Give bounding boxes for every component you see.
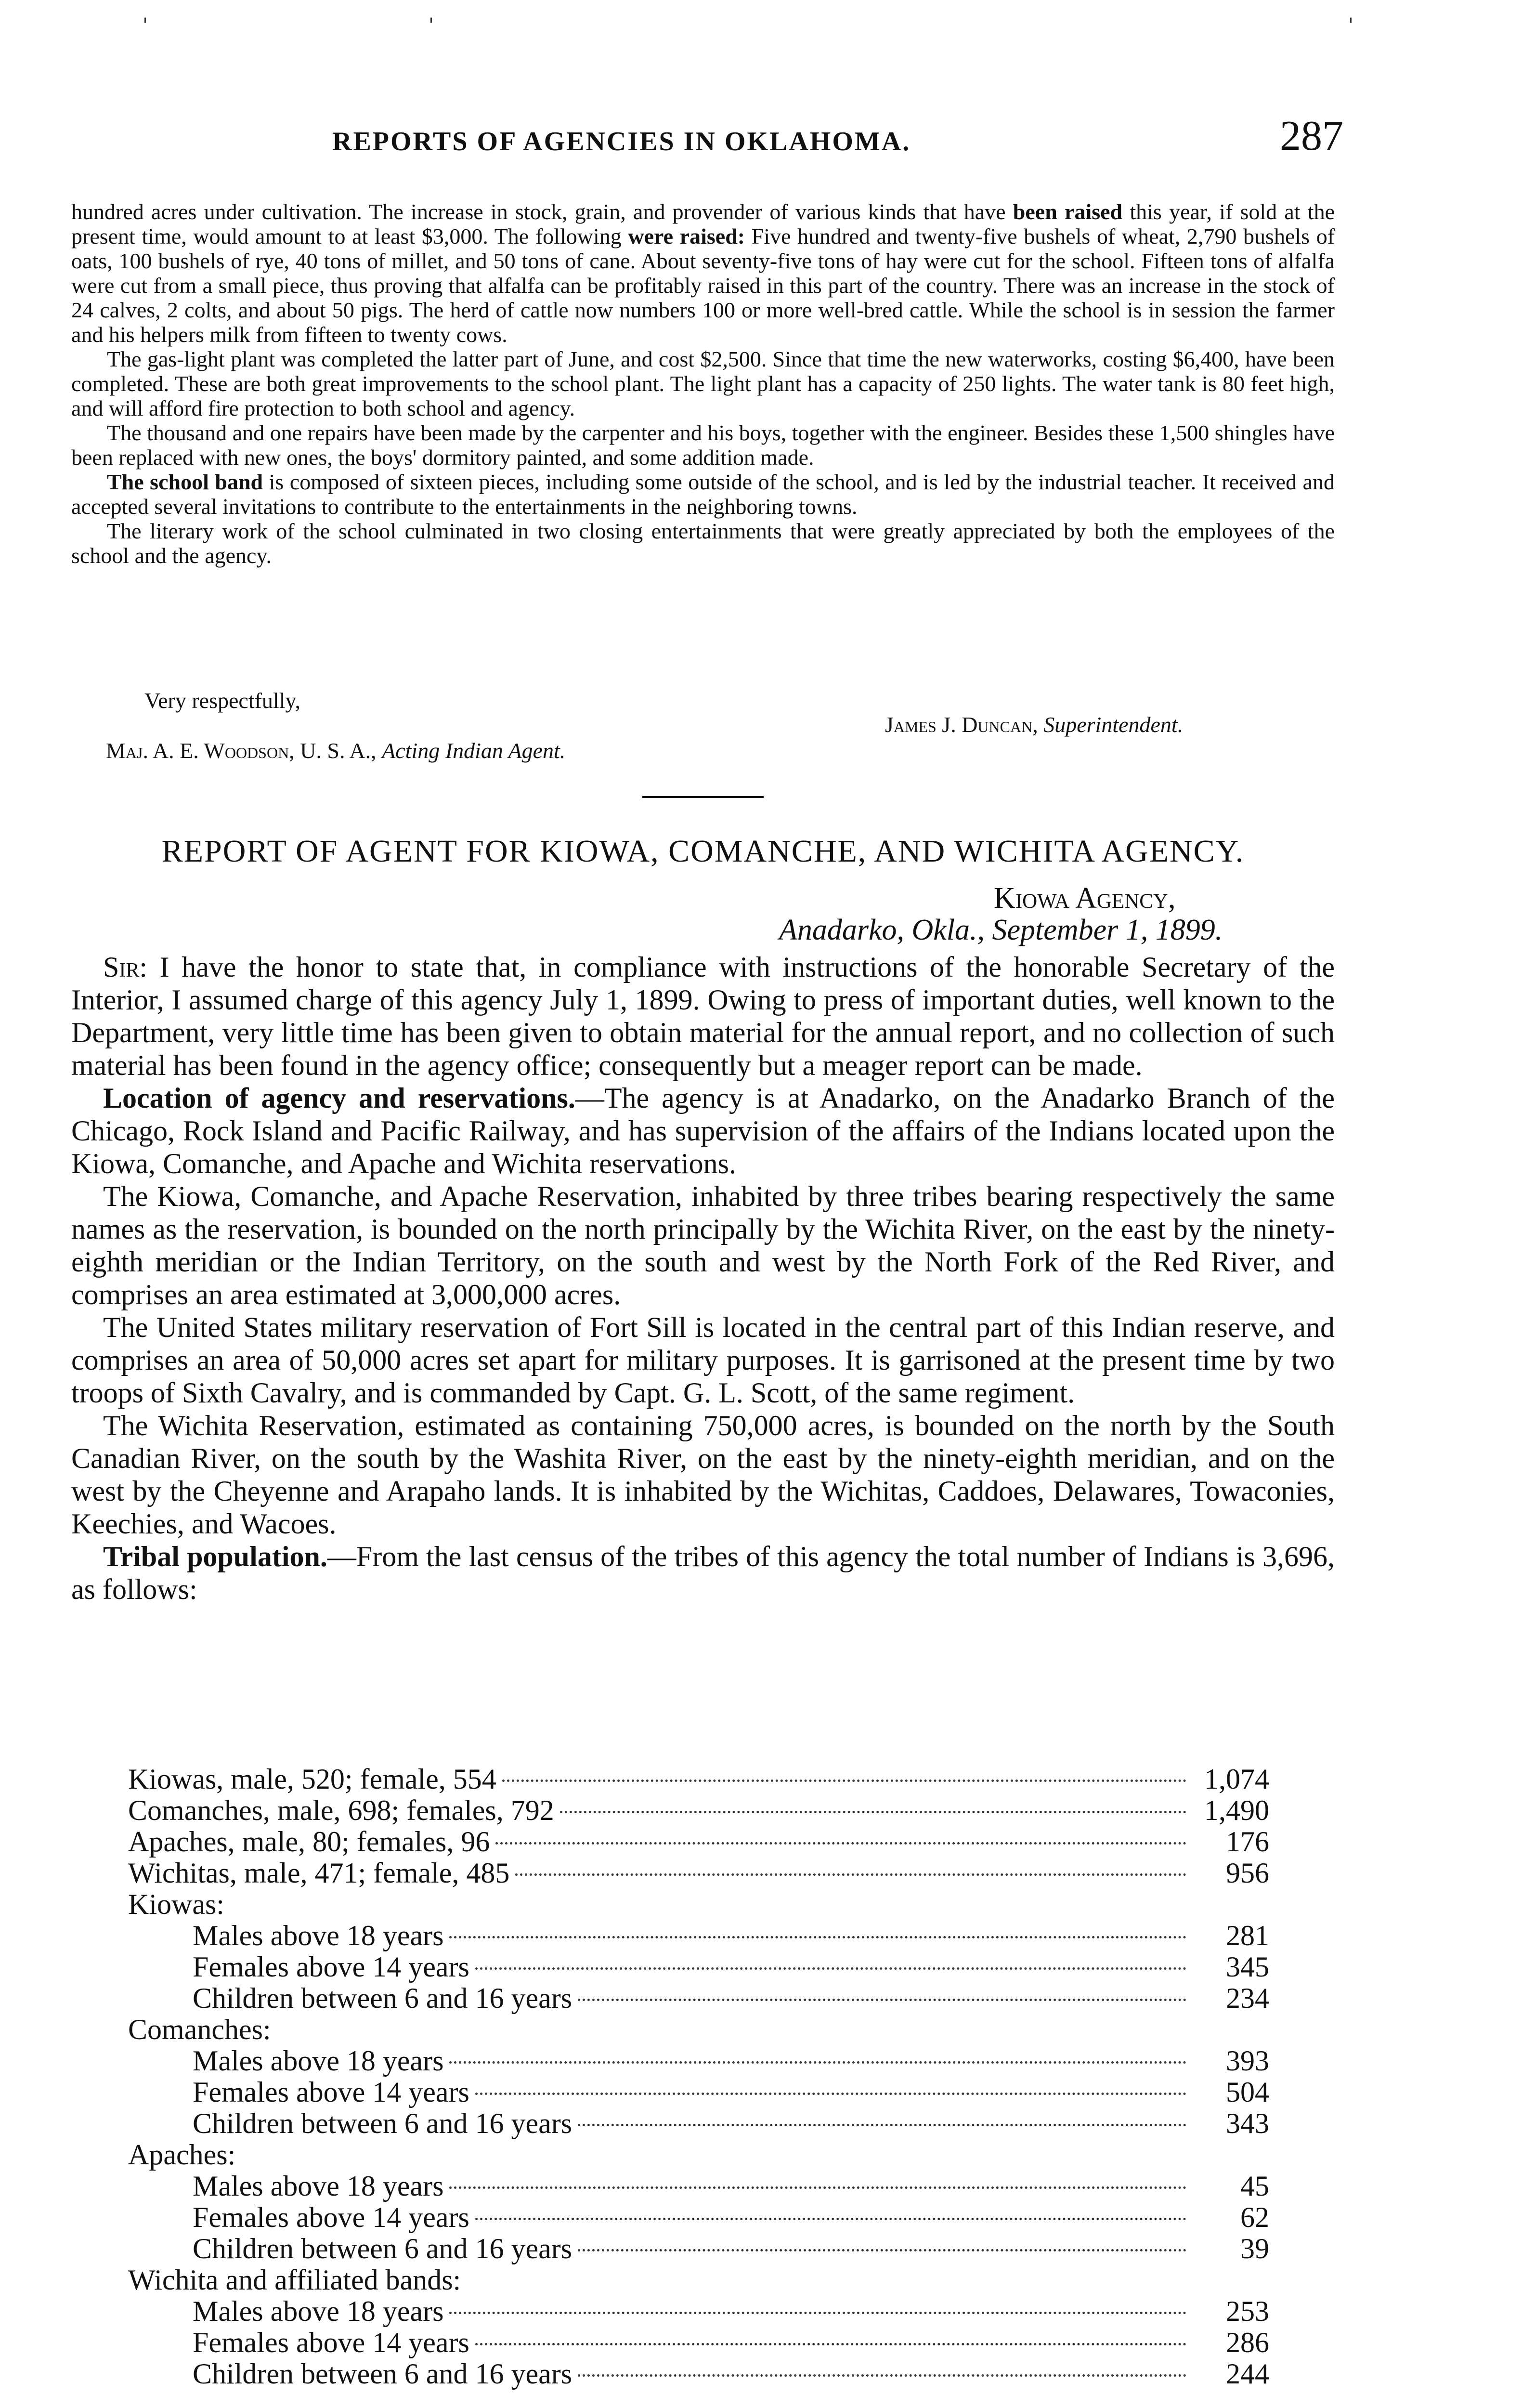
paragraph-text: The Kiowa, Comanche, and Apache Reservation, inhabited by three tribes bearing respectively the same names as the reservation, is bounded on the north principally by the Wichita River, on the east by the ninety-eighth meridian or the Indian Territory, on the south and west by the North Fork of the Red River, and comprises an area estimated at 3,000,000 acres.	[71, 1180, 1335, 1310]
dot-leader	[578, 2249, 1186, 2251]
paragraph	[71, 1180, 1335, 1311]
dateline-agency: Kiowa Agency,	[994, 882, 1176, 915]
population-row	[128, 2295, 1269, 2326]
dateline-place-text: Anadarko, Okla., September 1, 1899.	[779, 914, 1223, 946]
population-table	[128, 1763, 1269, 2389]
population-row	[128, 1982, 1269, 2013]
population-count: 345	[1226, 1951, 1269, 1983]
population-count: 253	[1226, 2295, 1269, 2327]
population-label: Females above 14 years	[193, 2201, 469, 2233]
population-label: Wichita and affiliated bands:	[128, 2264, 461, 2296]
dot-leader	[449, 1936, 1186, 1938]
population-label: Females above 14 years	[193, 2327, 469, 2358]
population-label: Kiowas:	[128, 1888, 224, 1920]
paragraph-text: The United States military reservation of Fort Sill is located in the central part of this Indian reserve, and comprises an area of 50,000 acres set apart for military purposes. It is garrisoned at the present time by two troops of Sixth Cavalry, and is commanded by Capt. G. L. Scott, of the same regiment.	[71, 1311, 1335, 1409]
dot-leader	[475, 2218, 1186, 2220]
dot-leader	[449, 2186, 1186, 2189]
population-count: 176	[1226, 1826, 1269, 1858]
paragraph-text: —The agency is at Anadarko, on the Anadarko Branch of the Chicago, Rock Island and Pacific Railway, and has supervision of the affairs of the Indians located upon the Kiowa, Comanche, and Apache and Wichita reservations.	[71, 1082, 1335, 1179]
population-label: Children between 6 and 16 years	[193, 2233, 572, 2264]
population-row	[128, 2170, 1269, 2201]
population-count: 956	[1226, 1857, 1269, 1889]
paragraph-text: The thousand and one repairs have been made by the carpenter and his boys, together with the engineer. Besides these 1,500 shingles have been replaced with new ones, the boys' dormitory painted, and some addition made.	[71, 420, 1335, 470]
population-label: Comanches:	[128, 2014, 271, 2045]
population-row	[128, 1825, 1269, 1857]
population-row	[128, 2013, 1269, 2044]
addressee-name: Maj. A. E. Woodson,	[106, 738, 295, 763]
paragraph	[71, 470, 1335, 519]
paragraph-lead: The school band	[107, 470, 263, 494]
population-count: 1,074	[1204, 1763, 1269, 1795]
running-title: REPORTS OF AGENCIES IN OKLAHOMA.	[332, 127, 911, 157]
population-label: Wichitas, male, 471; female, 485	[128, 1857, 510, 1889]
signature-title: Superintendent.	[1043, 712, 1184, 737]
dot-leader	[560, 1811, 1186, 1813]
school-report-body	[71, 199, 1335, 568]
population-label: Children between 6 and 16 years	[193, 2358, 572, 2390]
population-label: Apaches:	[128, 2139, 236, 2171]
population-label: Children between 6 and 16 years	[193, 2107, 572, 2139]
dot-leader	[515, 1873, 1186, 1876]
dot-leader	[475, 2343, 1186, 2345]
section-heading: REPORT OF AGENT FOR KIOWA, COMANCHE, AND WICHITA AGENCY.	[161, 834, 1245, 869]
paragraph-lead: Location of agency and reservations.	[103, 1082, 575, 1114]
addressee	[106, 738, 565, 763]
population-row	[128, 2264, 1269, 2295]
paragraph-text: this year, if sold at the present time, would amount to at least $3,000. The following	[71, 199, 1335, 249]
stray-mark: '	[429, 14, 434, 37]
population-count: 244	[1226, 2358, 1269, 2390]
population-label: Males above 18 years	[193, 2170, 444, 2202]
agent-report-body	[71, 951, 1335, 1606]
population-row	[128, 1794, 1269, 1825]
dot-leader	[578, 1999, 1186, 2001]
stray-mark: '	[1348, 14, 1353, 37]
population-count: 343	[1226, 2107, 1269, 2139]
page-number: 287	[1280, 113, 1343, 159]
population-label: Males above 18 years	[193, 2295, 444, 2327]
paragraph	[71, 199, 1335, 347]
population-row	[128, 2232, 1269, 2264]
population-row	[128, 2357, 1269, 2389]
running-header	[96, 112, 1343, 165]
dot-leader	[495, 1842, 1186, 1845]
paragraph-text: The gas-light plant was completed the latter part of June, and cost $2,500. Since that time the new waterworks, costing $6,400, have been completed. These are both great improvements to the school plant. The light plant has a capacity of 250 lights. The water tank is 80 feet high, and will afford fire protection to both school and agency.	[71, 347, 1335, 420]
stray-mark: '	[143, 14, 148, 37]
population-label: Females above 14 years	[193, 1951, 469, 1983]
population-row	[128, 2326, 1269, 2357]
population-label: Males above 18 years	[193, 1920, 444, 1951]
dateline-place	[779, 913, 1223, 947]
population-count: 39	[1240, 2233, 1269, 2264]
paragraph	[71, 1311, 1335, 1409]
paragraph-text: is composed of sixteen pieces, including some outside of the school, and is led by the industrial teacher. It received and accepted several invitations to contribute to the entertainments in the neighboring towns.	[71, 470, 1335, 519]
population-count: 286	[1226, 2327, 1269, 2358]
population-row	[128, 1857, 1269, 1888]
dot-leader	[578, 2124, 1186, 2126]
dot-leader	[475, 2093, 1186, 2095]
population-label: Comanches, male, 698; females, 792	[128, 1794, 554, 1826]
paragraph	[71, 951, 1335, 1082]
paragraph-lead: Tribal population.	[103, 1541, 327, 1572]
population-row	[128, 1763, 1269, 1794]
paragraph	[71, 1082, 1335, 1180]
population-row	[128, 1919, 1269, 1950]
paragraph-text: The Wichita Reservation, estimated as containing 750,000 acres, is bounded on the north by the South Canadian River, on the south by the Washita River, on the east by the ninety-eighth meridian, and on the west by the Cheyenne and Arapaho lands. It is inhabited by the Wichitas, Caddoes, Delawares, Towaconies, Keechies, and Wacoes.	[71, 1410, 1335, 1540]
population-count: 1,490	[1204, 1794, 1269, 1826]
population-label: Children between 6 and 16 years	[193, 1982, 572, 2014]
population-label: Females above 14 years	[193, 2076, 469, 2108]
paragraph	[71, 420, 1335, 470]
dot-leader	[475, 1967, 1186, 1970]
population-label: Apaches, male, 80; females, 96	[128, 1826, 490, 1858]
population-row	[128, 2138, 1269, 2170]
superintendent-signature	[885, 712, 1183, 737]
closing-salutation: Very respectfully,	[144, 688, 300, 713]
population-count: 234	[1226, 1982, 1269, 2014]
population-row	[128, 2107, 1269, 2138]
paragraph	[71, 347, 1335, 420]
dot-leader	[449, 2061, 1186, 2064]
addressee-org: U. S. A.,	[300, 738, 377, 763]
population-row	[128, 2076, 1269, 2107]
dot-leader	[502, 1780, 1186, 1782]
paragraph-text: Sir:	[103, 951, 148, 983]
paragraph	[71, 519, 1335, 568]
population-row	[128, 1950, 1269, 1982]
dot-leader	[578, 2374, 1186, 2377]
paragraph-text: hundred acres under cultivation. The increase in stock, grain, and provender of various kinds that have	[71, 199, 1013, 224]
population-count: 281	[1226, 1920, 1269, 1951]
signature-name: James J. Duncan,	[885, 712, 1038, 737]
population-count: 504	[1226, 2076, 1269, 2108]
paragraph-text: Five hundred and twenty-five bushels of wheat, 2,790 bushels of oats, 100 bushels of rye, 40 tons of millet, and 50 tons of cane. About seventy-five tons of hay were cut for the school. Fifteen tons of alfalfa were cut from a small piece, thus proving that alfalfa can be profitably raised in this part of the country. There was an increase in the stock of 24 calves, 2 colts, and about 50 pigs. The herd of cattle now numbers 100 or more well-bred cattle. While the school is in session the farmer and his helpers milk from fifteen to twenty cows.	[71, 224, 1335, 347]
paragraph-text: —From the last census of the tribes of this agency the total number of Indians is 3,696, as follows:	[71, 1541, 1335, 1605]
dot-leader	[449, 2312, 1186, 2314]
population-label: Males above 18 years	[193, 2045, 444, 2077]
paragraph-lead: were raised:	[628, 224, 745, 249]
section-divider	[642, 796, 764, 798]
paragraph-text: The literary work of the school culminated in two closing entertainments that were greatly appreciated by both the employees of the school and the agency.	[71, 519, 1335, 568]
population-count: 393	[1226, 2045, 1269, 2077]
population-row	[128, 2044, 1269, 2076]
population-count: 62	[1240, 2201, 1269, 2233]
paragraph	[71, 1409, 1335, 1540]
population-row	[128, 1888, 1269, 1919]
population-count: 45	[1240, 2170, 1269, 2202]
population-row	[128, 2201, 1269, 2232]
paragraph	[71, 1540, 1335, 1606]
paragraph-text: I have the honor to state that, in compliance with instructions of the honorable Secretary of the Interior, I assumed charge of this agency July 1, 1899. Owing to press of important duties, well known to the Department, very little time has been given to obtain material for the annual report, and no collection of such material has been found in the agency office; consequently but a meager report can be made.	[71, 951, 1335, 1081]
population-label: Kiowas, male, 520; female, 554	[128, 1763, 496, 1795]
paragraph-lead: been raised	[1013, 199, 1123, 224]
addressee-title: Acting Indian Agent.	[382, 738, 566, 763]
